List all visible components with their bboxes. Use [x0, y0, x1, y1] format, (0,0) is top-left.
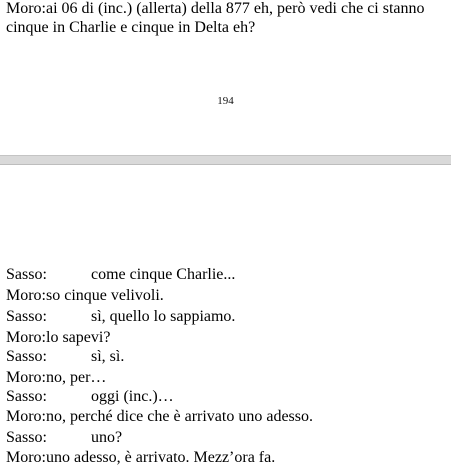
dialogue-line [6, 428, 122, 447]
speaker-name: Sasso: [6, 429, 47, 446]
document-page-next [0, 165, 451, 467]
speaker-name: Moro: [6, 408, 46, 425]
dialogue-line [6, 328, 110, 347]
dialogue-line [6, 368, 106, 387]
dialogue-line [6, 347, 124, 366]
dialogue-text: oggi (inc.)… [91, 388, 174, 405]
dialogue-text: ai 06 di (inc.) (allerta) della 877 eh, però vedi che ci stanno [46, 0, 425, 17]
speaker-name: Moro: [6, 449, 46, 466]
speaker-name: Moro: [6, 369, 46, 386]
dialogue-text: sì, quello lo sappiamo. [91, 308, 236, 325]
speaker-name: Moro: [6, 287, 46, 304]
page-number: 194 [217, 95, 234, 107]
dialogue-text: lo sapevi? [46, 329, 111, 346]
dialogue-line-continuation [6, 18, 255, 37]
dialogue-text: no, per… [46, 369, 107, 386]
page-separator [0, 155, 451, 165]
dialogue-line [6, 448, 275, 467]
dialogue-text: sì, sì. [91, 348, 125, 365]
dialogue-line [6, 265, 235, 284]
speaker-name: Sasso: [6, 348, 47, 365]
dialogue-text: so cinque velivoli. [46, 287, 164, 304]
dialogue-text: uno adesso, è arrivato. Mezz’ora fa. [46, 449, 276, 466]
speaker-name: Sasso: [6, 266, 47, 283]
speaker-name: Moro: [6, 0, 46, 17]
speaker-name: Moro: [6, 329, 46, 346]
dialogue-line [6, 286, 164, 305]
dialogue-line [6, 307, 235, 326]
speaker-name: Sasso: [6, 308, 47, 325]
speaker-name: Sasso: [6, 388, 47, 405]
dialogue-text: come cinque Charlie... [91, 266, 236, 283]
dialogue-line [6, 387, 174, 406]
document-page-194 [0, 0, 451, 155]
dialogue-text: cinque in Charlie e cinque in Delta eh? [6, 19, 256, 36]
dialogue-text: uno? [91, 429, 123, 446]
dialogue-line [6, 407, 313, 426]
dialogue-line [6, 0, 425, 18]
dialogue-text: no, perché dice che è arrivato uno adesso. [46, 408, 313, 425]
